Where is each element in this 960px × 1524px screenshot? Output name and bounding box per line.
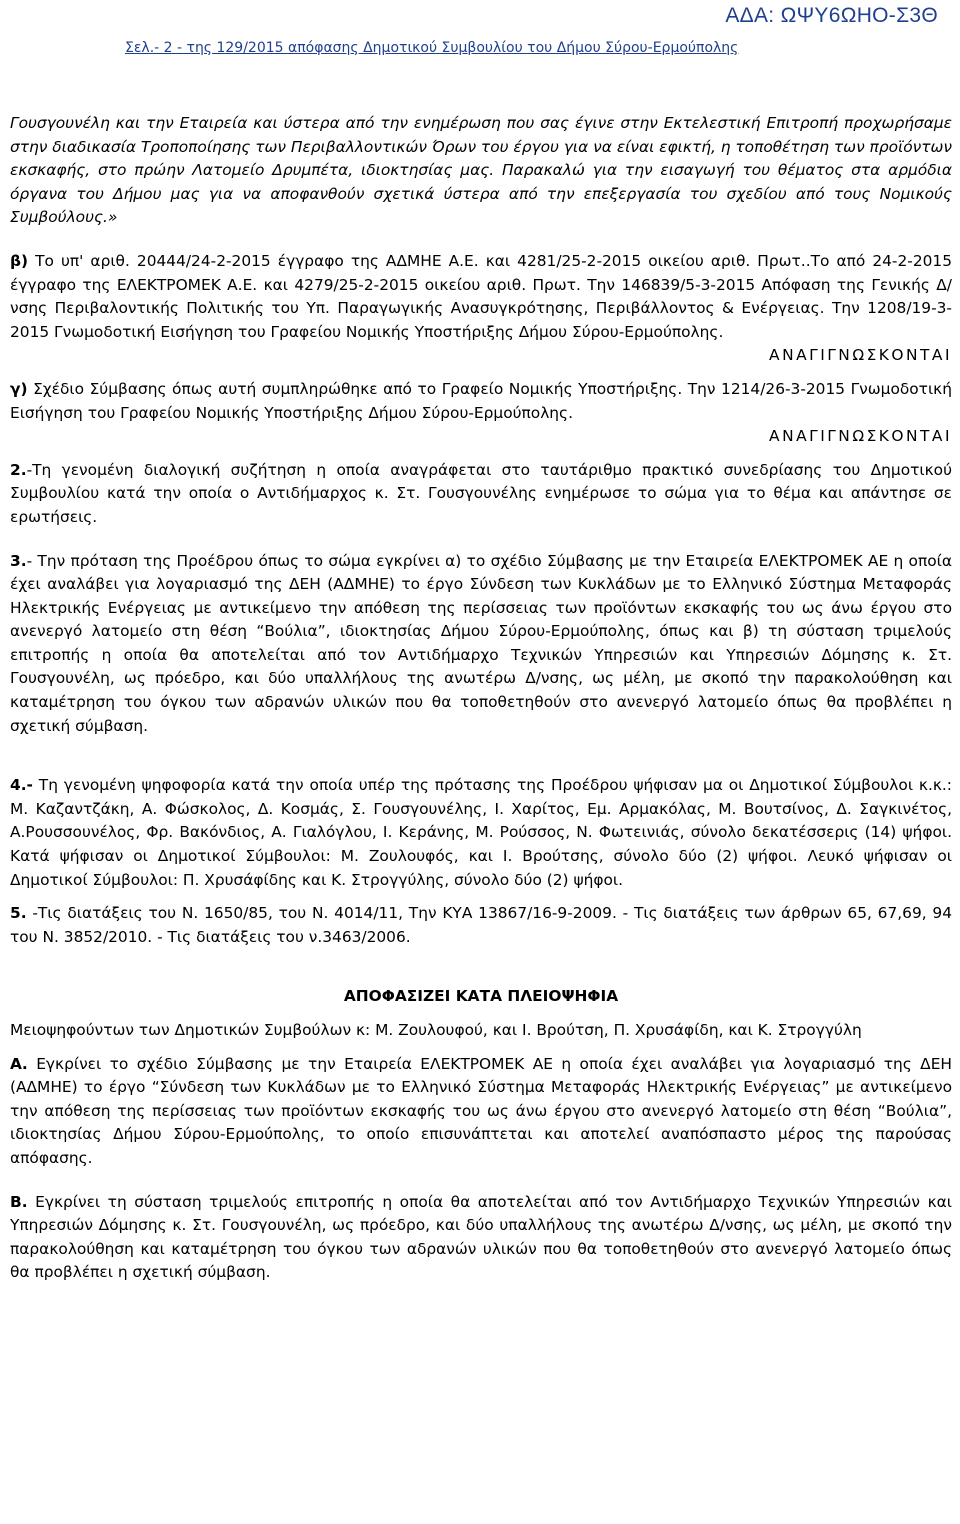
intro-paragraph: Γουσγουνέλη και την Εταιρεία και ύστερα από την ενημέρωση που σας έγινε στην Εκτελεστική Επιτροπή προχωρήσαμε στην διαδικασία Τροποποίησης των Περιβαλλοντικών Όρων του έργου για να είναι εφικτή, η τοποθέτηση των προϊόντων εκσκαφής, στο πρώην Λατομείο Δρυμπέτα, ιδιοκτησίας μας. Παρακαλώ για την εισαγωγή του θέματος στα αρμόδια όργανα του Δήμου μας για να αποφανθούν σχετικά ύστερα από την επεξεργασία του σχεδίου από τους Νομικούς Συμβούλους.»	[10, 114, 952, 227]
decision-a-text: Εγκρίνει το σχέδιο Σύμβασης με την Εταιρεία ΕΛΕΚΤΡΟΜΕΚ ΑΕ η οποία έχει αναλάβει για λογαριασμό της ΔΕΗ (ΑΔΜΗΕ) το έργο “Σύνδεση των Κυκλάδων με το Ελληνικό Σύστημα Μεταφοράς Ηλεκτρικής Ενέργειας” με αντικείμενο την απόθεση της περίσσειας των προϊόντων εκσκαφής του ως άνω έργου στο ανενεργό λατομείο στη θέση “Βούλια”, ιδιοκτησίας Δήμου Σύρου-Ερμούπολης, το οποίο επισυνάπτεται και αποτελεί αναπόσπαστο μέρος της παρούσας απόφασης.	[10, 1054, 952, 1167]
item2-label: 2.	[10, 460, 27, 479]
paragraph-gamma	[10, 378, 952, 425]
minority-paragraph: Μειοψηφούντων των Δημοτικών Συμβούλων κ: Μ. Ζουλουφού, και Ι. Βρούτση, Π. Χρυσάφίδη, και Κ. Στρογγύλη	[10, 1021, 862, 1039]
anagignoskontai-heading-2: ΑΝΑΓΙΓΝΩΣΚΟΝΤΑΙ	[769, 427, 952, 446]
item5-text: -Τις διατάξεις του Ν. 1650/85, του Ν. 4014/11, Την ΚΥΑ 13867/16-9-2009. - Τις διατάξεις των άρθρων 65, 67,69, 94 του Ν. 3852/2010. - Τις διατάξεις του ν.3463/2006.	[10, 904, 952, 946]
decision-b-text: Εγκρίνει τη σύσταση τριμελούς επιτροπής η οποία θα αποτελείται από τον Αντιδήμαρχο Τεχνικών Υπηρεσιών και Υπηρεσιών Δόμησης κ. Στ. Γουσγουνέλη, ως πρόεδρο, και δύο υπαλλήλους της ανωτέρω Δ/νσης, ως μέλη, με σκοπό την παρακολούθηση και καταμέτρηση του όγκου των αδρανών υλικών που θα τοποθετηθούν στο ανενεργό λατομείο όπως θα προβλέπει η σχετική σύμβαση.	[10, 1192, 952, 1282]
decision-b	[10, 1191, 952, 1285]
item2-text: -Τη γενομένη διαλογική συζήτηση η οποία αναγράφεται στο ταυτάριθμο πρακτικό συνεδρίασης του Δημοτικού Συμβουλίου κατά την οποία ο Αντιδήμαρχος κ. Στ. Γουσγουνέλης ενημέρωσε το σώμα για το θέμα και απάντησε σε ερωτήσεις.	[10, 460, 952, 526]
paragraph-item-3	[10, 550, 952, 739]
paragraph-item-4	[10, 774, 952, 892]
anagignoskontai-heading-1: ΑΝΑΓΙΓΝΩΣΚΟΝΤΑΙ	[769, 346, 952, 365]
gamma-text: Σχέδιο Σύμβασης όπως αυτή συμπληρώθηκε από το Γραφείο Νομικής Υποστήριξης. Την 1214/26-3-2015 Γνωμοδοτική Εισήγηση του Γραφείου Νομικής Υποστήριξης Δήμου Σύρου-Ερμούπολης.	[10, 379, 952, 422]
beta-label: β)	[10, 251, 29, 270]
document-body	[10, 112, 952, 1285]
item4-label: 4.-	[10, 776, 33, 795]
ada-code: ΑΔΑ: ΩΨΥ6ΩΗΟ-Σ3Θ	[725, 4, 938, 27]
page-reference-link[interactable]: Σελ.- 2 - της 129/2015 απόφασης Δημοτικού Συμβουλίου του Δήμου Σύρου-Ερμούπολης	[125, 40, 739, 56]
item3-label: 3.	[10, 551, 27, 570]
decision-title: ΑΠΟΦΑΣΙΖΕΙ ΚΑΤΑ ΠΛΕΙΟΨΗΦΙΑ	[343, 987, 619, 1006]
decision-a	[10, 1053, 952, 1171]
paragraph-item-2	[10, 459, 952, 530]
decision-a-label: Α.	[10, 1054, 28, 1073]
item3-text: - Την πρόταση της Προέδρου όπως το σώμα εγκρίνει α) το σχέδιο Σύμβασης με την Εταιρεία ΕΛΕΚΤΡΟΜΕΚ ΑΕ η οποία έχει αναλάβει για λογαριασμό της ΔΕΗ (ΑΔΜΗΕ) το έργο Σύνδεση των Κυκλάδων με το Ελληνικό Σύστημα Μεταφοράς Ηλεκτρικής Ενέργειας με αντικείμενο την απόθεση της περίσσειας των προϊόντων εκσκαφής του ως άνω έργου στο ανενεργό λατομείο στη θέση “Βούλια”, ιδιοκτησίας Δήμου Σύρου-Ερμούπολης, όπως και β) τη σύσταση τριμελούς επιτροπής η οποία θα αποτελείται από τον Αντιδήμαρχο Τεχνικών Υπηρεσιών και Υπηρεσιών Δόμησης κ. Στ. Γουσγουνέλη, ως πρόεδρο, και δύο υπαλλήλους της ανωτέρω Δ/νσης, ως μέλη, με σκοπό την παρακολούθηση και καταμέτρηση του όγκου των αδρανών υλικών που θα τοποθετηθούν στο ανενεργό λατομείο όπως θα προβλέπει η σχετική σύμβαση.	[10, 551, 952, 735]
decision-b-label: Β.	[10, 1192, 28, 1211]
gamma-label: γ)	[10, 379, 28, 398]
item5-label: 5.	[10, 904, 27, 923]
paragraph-item-5	[10, 902, 952, 949]
beta-text: Το υπ' αριθ. 20444/24-2-2015 έγγραφο της ΑΔΜΗΕ Α.Ε. και 4281/25-2-2015 οικείου αριθ. Πρωτ..Το από 24-2-2015 έγγραφο της ΕΛΕΚΤΡΟΜΕΚ Α.Ε. και 4279/25-2-2015 οικείου αριθ. Πρωτ. Την 146839/5-3-2015 Απόφαση της Γενικής Δ/νσης Περιβαλοντικής Πολιτικής του Υπ. Παραγωγικής Ανασυγκρότησης, Περιβάλλοντος & Ενέργειας. Την 1208/19-3-2015 Γνωμοδοτική Εισήγηση του Γραφείου Νομικής Υποστήριξης Δήμου Σύρου-Ερμούπολης.	[10, 251, 952, 341]
item4-text: Τη γενομένη ψηφοφορία κατά την οποία υπέρ της πρότασης της Προέδρου ψήφισαν μα οι Δημοτικοί Σύμβουλοι κ.κ.: Μ. Καζαντζάκη, Α. Φώσκολος, Δ. Κοσμάς, Σ. Γουσγουνέλης, Ι. Χαρίτος, Εμ. Αρμακόλας, Μ. Βουτσίνος, Δ. Σαγκινέτος, Α.Ρουσσουνέλος, Φρ. Βακόνδιος, Α. Γιαλόγλου, Ι. Κεράνης, Μ. Ρούσσος, Ν. Φωτεινιάς, σύνολο δεκατέσσερις (14) ψήφοι. Κατά ψήφισαν οι Δημοτικοί Σύμβουλοι: Μ. Ζουλουφός, και Ι. Βρούτσης, σύνολο δύο (2) ψήφοι. Λευκό ψήφισαν οι Δημοτικοί Σύμβουλοι: Π. Χρυσάφίδης και Κ. Στρογγύλης, σύνολο δύο (2) ψήφοι.	[10, 776, 952, 889]
paragraph-beta	[10, 250, 952, 344]
